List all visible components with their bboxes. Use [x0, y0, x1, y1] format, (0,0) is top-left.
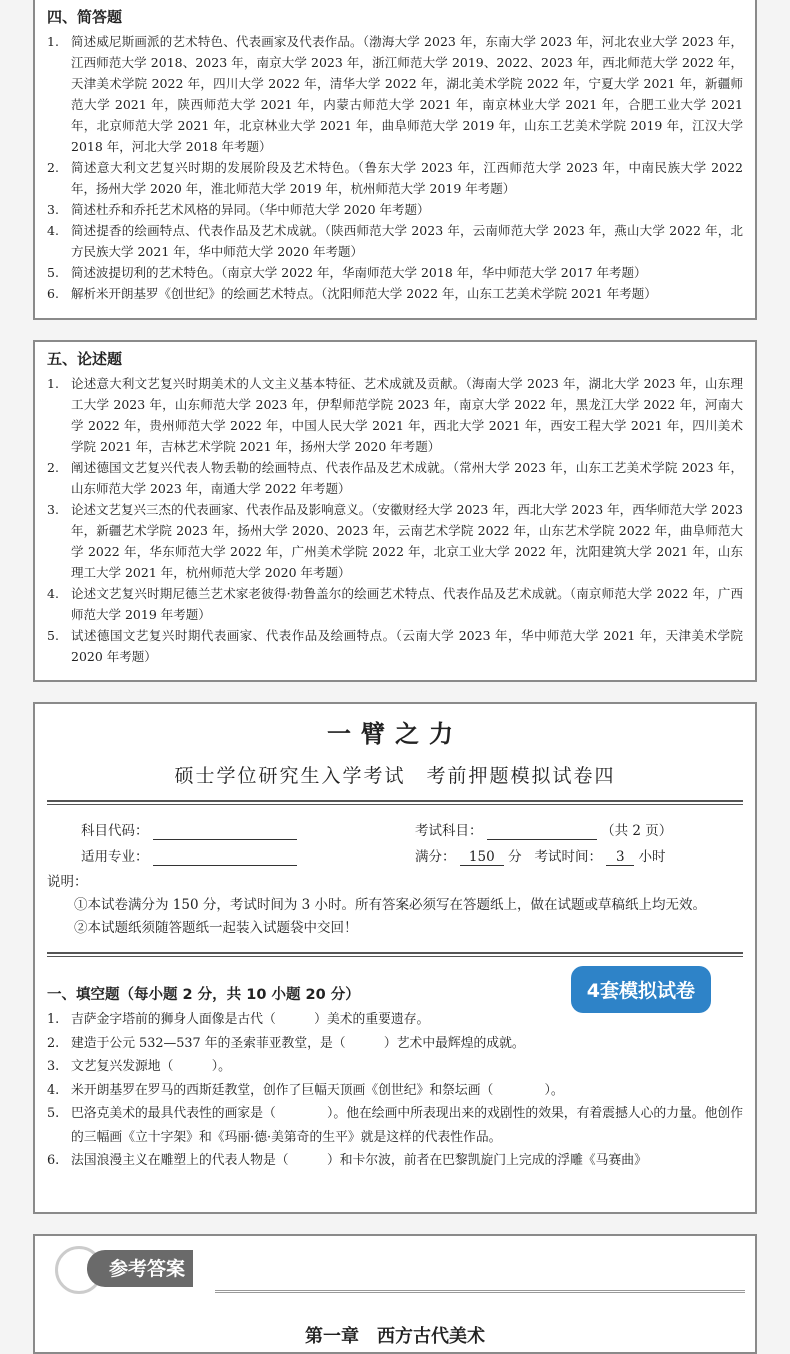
- brand-logo: 一臂之力: [327, 720, 463, 748]
- question-number: 5.: [47, 265, 59, 280]
- question-text: 文艺复兴发源地（ ）。: [71, 1059, 231, 1074]
- question-number: 4.: [47, 223, 59, 238]
- question-number: 2.: [47, 1035, 60, 1051]
- question-text: 简述提香的绘画特点、代表作品及艺术成就。（陕西师范大学 2023 年，云南师范大学 2023 年，燕山大学 2022 年，北方民族大学 2021 年，华中师范大学 2020 年考题）: [71, 223, 743, 259]
- question-text: 建造于公元 532—537 年的圣索菲亚教堂，是（ ）艺术中最辉煌的成就。: [71, 1035, 525, 1051]
- subject-field: [487, 823, 597, 840]
- fill-blank-title: 一、填空题（每小题 2 分，共 10 小题 20 分）: [47, 987, 360, 1003]
- question-number: 3.: [47, 202, 59, 217]
- score-label: 满分：: [415, 849, 456, 865]
- question-text: 简述杜乔和乔托艺术风格的异同。（华中师范大学 2020 年考题）: [71, 202, 430, 217]
- question-number: 3.: [47, 502, 59, 517]
- question-text: 论述意大利文艺复兴时期美术的人文主义基本特征、艺术成就及贡献。（海南大学 2023 年，湖北大学 2023 年，山东理工大学 2023 年，山东师范大学 2023 年，伊犁师范学院 2023 年，南京大学 2022 年，黑龙江大学 2022 年，河南大学 2022 年，贵州师范大学 2022 年，中国人民大学 2021 年，西北大学 2021 年，西安工程大学 2021 年，四川美术学院 2021 年，吉林艺术学院 2021 年，扬州大学 2020 年考题）: [71, 376, 743, 454]
- question-number: 4.: [47, 586, 59, 601]
- question-item: [47, 1032, 743, 1056]
- note-2: ②本试题纸须随答题纸一起装入试题袋中交回！: [74, 920, 358, 936]
- subject-label: 考试科目：: [415, 823, 483, 839]
- question-item: [47, 1079, 743, 1103]
- score-unit: 分: [508, 849, 522, 865]
- question-item: [47, 31, 743, 157]
- question-text: 简述波提切利的艺术特色。（南京大学 2022 年，华南师范大学 2018 年，华中师范大学 2017 年考题）: [71, 265, 647, 280]
- question-item: [47, 262, 743, 283]
- divider: [47, 952, 743, 957]
- notes-label: 说明：: [47, 874, 88, 890]
- question-text: 吉萨金字塔前的狮身人面像是古代（ ）美术的重要遗存。: [71, 1012, 430, 1027]
- answer-section: [33, 1234, 757, 1354]
- question-item: [47, 1055, 743, 1079]
- divider: [47, 800, 743, 805]
- question-item: [47, 1149, 743, 1173]
- subject-code-label: 科目代码：: [81, 823, 149, 839]
- major-field: [153, 849, 297, 866]
- mock-exam-badge: 4套模拟试卷: [571, 966, 711, 1013]
- time-unit: 小时: [638, 849, 666, 865]
- question-number: 4.: [47, 1082, 60, 1098]
- question-item: [47, 583, 743, 625]
- question-text: 巴洛克美术的最具代表性的画家是（ ）。他在绘画中所表现出来的戏剧性的效果，有着震撼人心的力量。他创作的三幅画《立十字架》和《玛丽·德·美第奇的生平》就是这样的代表性作品。: [71, 1106, 743, 1145]
- question-number: 1.: [47, 376, 59, 391]
- question-item: [47, 457, 743, 499]
- section-title: 五、论述题: [47, 350, 123, 368]
- chapter-title: 第一章 西方古代美术: [305, 1326, 485, 1347]
- exam-meta: [35, 819, 755, 871]
- question-number: 2.: [47, 160, 59, 175]
- section-title: 四、简答题: [47, 8, 123, 26]
- question-item: [47, 157, 743, 199]
- answer-header: 参考答案: [87, 1250, 193, 1287]
- question-item: [47, 373, 743, 457]
- question-number: 1.: [47, 34, 59, 49]
- question-text: 简述威尼斯画派的艺术特色、代表画家及代表作品。（渤海大学 2023 年，东南大学 2023 年，河北农业大学 2023 年，江西师范大学 2018、2023 年，南京大学 2023 年，浙江师范大学 2019、2022、2023 年，西北师范大学 2022 年，天津美术学院 2022 年，四川大学 2022 年，清华大学 2022 年，湖北美术学院 2022 年，宁夏大学 2021 年，新疆师范大学 2021 年，陕西师范大学 2021 年，内蒙古师范大学 2021 年，南京林业大学 2021 年，合肥工业大学 2021 年，北京师范大学 2021 年，北京林业大学 2021 年，曲阜师范大学 2019 年，山东工艺美术学院 2019 年，江汉大学 2018 年，河北大学 2018 年考题）: [71, 34, 743, 154]
- note-1: ①本试卷满分为 150 分，考试时间为 3 小时。所有答案必须写在答题纸上，做在试题或草稿纸上均无效。: [74, 897, 707, 913]
- question-text: 米开朗基罗在罗马的西斯廷教堂，创作了巨幅天顶画《创世纪》和祭坛画（ ）。: [71, 1082, 564, 1098]
- exam-notes: [35, 871, 755, 940]
- time-value: 3: [606, 849, 634, 866]
- question-number: 5.: [47, 1106, 60, 1121]
- page-count: （共 2 页）: [601, 823, 673, 839]
- section-short-answer: [33, 0, 757, 320]
- question-item: [47, 499, 743, 583]
- question-number: 1.: [47, 1012, 60, 1027]
- question-number: 2.: [47, 460, 59, 475]
- exam-title: 硕士学位研究生入学考试 考前押题模拟试卷四: [174, 765, 616, 787]
- question-item: [47, 283, 743, 304]
- question-number: 5.: [47, 628, 59, 643]
- divider: [215, 1290, 745, 1293]
- question-text: 简述意大利文艺复兴时期的发展阶段及艺术特色。（鲁东大学 2023 年，江西师范大学 2023 年，中南民族大学 2022 年，扬州大学 2020 年，淮北师范大学 2019 年，杭州师范大学 2019 年考题）: [71, 160, 743, 196]
- question-text: 解析米开朗基罗《创世纪》的绘画艺术特点。（沈阳师范大学 2022 年，山东工艺美术学院 2021 年考题）: [71, 286, 657, 301]
- question-item: [47, 199, 743, 220]
- major-label: 适用专业：: [81, 849, 149, 865]
- question-item: [47, 625, 743, 667]
- question-number: 6.: [47, 1153, 60, 1168]
- time-label: 考试时间：: [534, 849, 602, 865]
- question-text: 论述文艺复兴时期尼德兰艺术家老彼得·勃鲁盖尔的绘画艺术特点、代表作品及艺术成就。（南京师范大学 2022 年，广西师范大学 2019 年考题）: [71, 586, 743, 622]
- question-list: [35, 31, 755, 304]
- fill-blank-list: [35, 1004, 755, 1173]
- question-text: 试述德国文艺复兴时期代表画家、代表作品及绘画特点。（云南大学 2023 年，华中师范大学 2021 年，天津美术学院 2020 年考题）: [71, 628, 743, 664]
- question-item: [47, 1102, 743, 1149]
- question-text: 法国浪漫主义在雕塑上的代表人物是（ ）和卡尔波，前者在巴黎凯旋门上完成的浮雕《马赛曲》: [71, 1153, 647, 1168]
- question-item: [47, 220, 743, 262]
- section-essay: [33, 340, 757, 682]
- question-text: 论述文艺复兴三杰的代表画家、代表作品及影响意义。（安徽财经大学 2023 年，西北大学 2023 年，西华师范大学 2023 年，新疆艺术学院 2023 年，扬州大学 2020、2023 年，云南艺术学院 2022 年，山东艺术学院 2022 年，曲阜师范大学 2022 年，华东师范大学 2022 年，广州美术学院 2022 年，北京工业大学 2022 年，沈阳建筑大学 2021 年，山东理工大学 2021 年，杭州师范大学 2020 年考题）: [71, 502, 743, 580]
- question-text: 阐述德国文艺复兴代表人物丢勒的绘画特点、代表作品及艺术成就。（常州大学 2023 年，山东工艺美术学院 2023 年，山东师范大学 2023 年，南通大学 2022 年考题）: [71, 460, 743, 496]
- question-list: [35, 373, 755, 667]
- question-number: 3.: [47, 1059, 60, 1074]
- exam-paper: [33, 702, 757, 1214]
- question-number: 6.: [47, 286, 59, 301]
- subject-code-field: [153, 823, 297, 840]
- score-value: 150: [460, 849, 504, 866]
